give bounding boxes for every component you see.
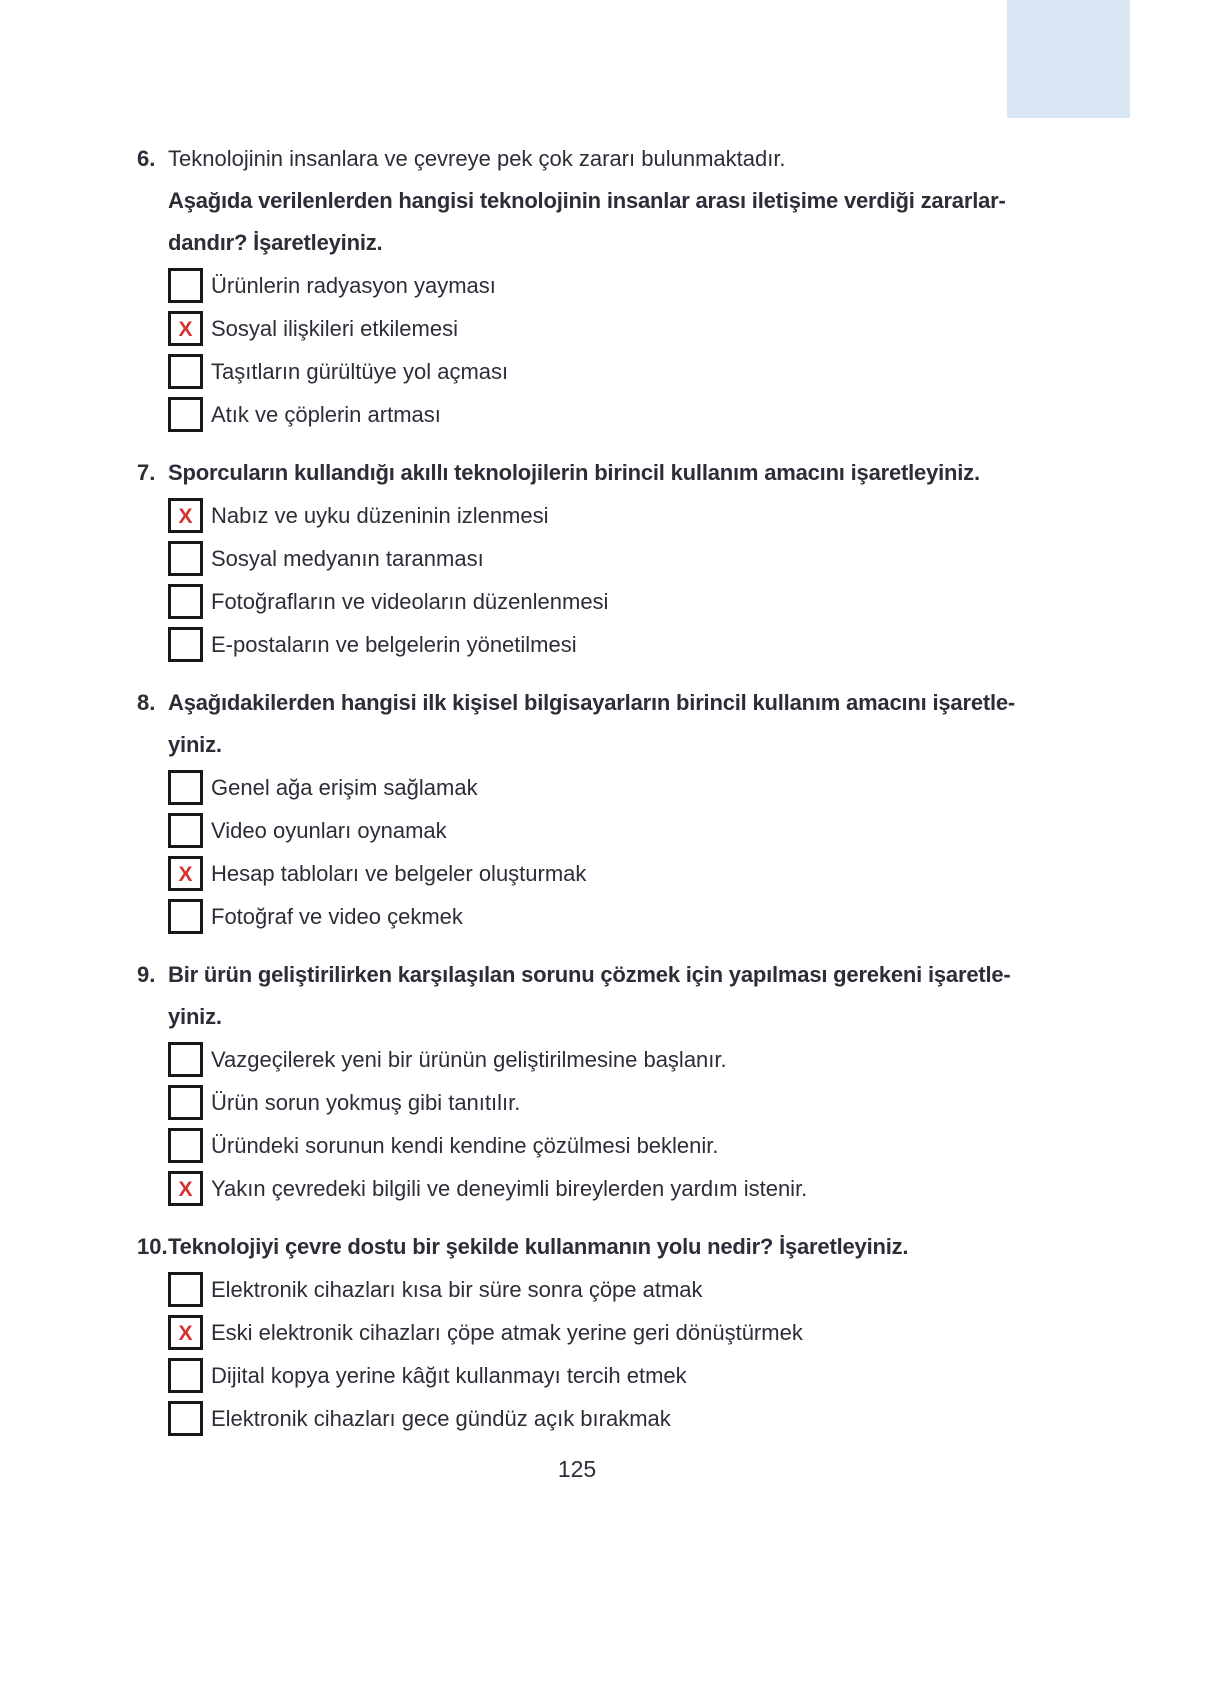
option-label: Genel ağa erişim sağlamak bbox=[211, 775, 478, 800]
option-row bbox=[168, 1315, 1057, 1350]
option-checkbox[interactable] bbox=[168, 899, 203, 934]
option-row bbox=[168, 498, 1057, 533]
option-checkbox[interactable] bbox=[168, 1085, 203, 1120]
option-row bbox=[168, 899, 1057, 934]
option-label: Elektronik cihazları kısa bir süre sonra çöpe atmak bbox=[211, 1277, 703, 1302]
question-prompt: Aşağıda verilenlerden hangisi teknolojinin insanlar arası iletişime verdiği zararlar- bbox=[168, 188, 1006, 213]
option-checkbox[interactable] bbox=[168, 1042, 203, 1077]
option-checkbox[interactable] bbox=[168, 1315, 203, 1350]
options-list bbox=[168, 1042, 1057, 1206]
option-row bbox=[168, 813, 1057, 848]
question-prompt-line bbox=[137, 1226, 1057, 1268]
page-content bbox=[137, 138, 1057, 1483]
question-prompt: Sporcuların kullandığı akıllı teknolojilerin birincil kullanım amacını işaretleyiniz. bbox=[168, 460, 980, 485]
question-number: 6. bbox=[137, 146, 156, 171]
option-row bbox=[168, 584, 1057, 619]
option-row bbox=[168, 627, 1057, 662]
option-checkbox[interactable] bbox=[168, 541, 203, 576]
question-block bbox=[137, 1226, 1057, 1436]
option-row bbox=[168, 268, 1057, 303]
option-label: Eski elektronik cihazları çöpe atmak yerine geri dönüştürmek bbox=[211, 1320, 803, 1345]
question-prompt: Teknolojiyi çevre dostu bir şekilde kullanmanın yolu nedir? İşaretleyiniz. bbox=[168, 1234, 909, 1259]
question-intro-line bbox=[137, 138, 1057, 180]
option-label: Atık ve çöplerin artması bbox=[211, 402, 441, 427]
option-checkbox[interactable] bbox=[168, 856, 203, 891]
x-mark-icon: X bbox=[178, 505, 193, 528]
option-checkbox[interactable] bbox=[168, 1272, 203, 1307]
option-label: Fotoğrafların ve videoların düzenlenmesi bbox=[211, 589, 609, 614]
x-mark-icon: X bbox=[178, 1178, 193, 1201]
option-row bbox=[168, 1272, 1057, 1307]
question-block bbox=[137, 452, 1057, 662]
questions bbox=[137, 138, 1057, 1436]
option-checkbox[interactable] bbox=[168, 1171, 203, 1206]
question-number: 7. bbox=[137, 460, 156, 485]
option-row bbox=[168, 1358, 1057, 1393]
option-label: Elektronik cihazları gece gündüz açık bırakmak bbox=[211, 1406, 671, 1431]
option-checkbox[interactable] bbox=[168, 1401, 203, 1436]
question-number: 9. bbox=[137, 962, 156, 987]
question-prompt: Bir ürün geliştirilirken karşılaşılan sorunu çözmek için yapılması gerekeni işaretle- bbox=[168, 962, 1011, 987]
x-mark-icon: X bbox=[178, 1322, 193, 1345]
option-label: Ürünlerin radyasyon yayması bbox=[211, 273, 496, 298]
option-row bbox=[168, 1085, 1057, 1120]
question-prompt: yiniz. bbox=[168, 1004, 222, 1029]
option-checkbox[interactable] bbox=[168, 627, 203, 662]
option-label: Ürün sorun yokmuş gibi tanıtılır. bbox=[211, 1090, 521, 1115]
options-list bbox=[168, 498, 1057, 662]
options-list bbox=[168, 770, 1057, 934]
question-block bbox=[137, 682, 1057, 934]
option-label: Hesap tabloları ve belgeler oluşturmak bbox=[211, 861, 587, 886]
question-prompt-line bbox=[137, 996, 1057, 1038]
question-prompt: yiniz. bbox=[168, 732, 222, 757]
question-block bbox=[137, 138, 1057, 432]
option-label: E-postaların ve belgelerin yönetilmesi bbox=[211, 632, 577, 657]
option-checkbox[interactable] bbox=[168, 1358, 203, 1393]
option-row bbox=[168, 541, 1057, 576]
option-label: Üründeki sorunun kendi kendine çözülmesi beklenir. bbox=[211, 1133, 719, 1158]
option-row bbox=[168, 770, 1057, 805]
option-checkbox[interactable] bbox=[168, 311, 203, 346]
option-label: Yakın çevredeki bilgili ve deneyimli bireylerden yardım istenir. bbox=[211, 1176, 808, 1201]
option-label: Dijital kopya yerine kâğıt kullanmayı tercih etmek bbox=[211, 1363, 687, 1388]
question-prompt-line bbox=[137, 452, 1057, 494]
option-checkbox[interactable] bbox=[168, 813, 203, 848]
option-checkbox[interactable] bbox=[168, 770, 203, 805]
x-mark-icon: X bbox=[178, 863, 193, 886]
option-row bbox=[168, 354, 1057, 389]
option-label: Fotoğraf ve video çekmek bbox=[211, 904, 463, 929]
option-checkbox[interactable] bbox=[168, 498, 203, 533]
corner-accent-rect bbox=[1007, 0, 1130, 118]
question-prompt-line bbox=[137, 724, 1057, 766]
option-row bbox=[168, 856, 1057, 891]
option-label: Taşıtların gürültüye yol açması bbox=[211, 359, 509, 384]
option-row bbox=[168, 1128, 1057, 1163]
question-number: 10. bbox=[137, 1234, 168, 1259]
option-label: Sosyal ilişkileri etkilemesi bbox=[211, 316, 458, 341]
page-number: 125 bbox=[557, 1456, 597, 1482]
question-intro: Teknolojinin insanlara ve çevreye pek çok zararı bulunmaktadır. bbox=[168, 146, 786, 171]
question-prompt-line bbox=[137, 954, 1057, 996]
question-prompt: dandır? İşaretleyiniz. bbox=[168, 230, 383, 255]
question-block bbox=[137, 954, 1057, 1206]
question-prompt-line bbox=[137, 222, 1057, 264]
options-list bbox=[168, 268, 1057, 432]
option-label: Sosyal medyanın taranması bbox=[211, 546, 484, 571]
option-row bbox=[168, 311, 1057, 346]
x-mark-icon: X bbox=[178, 318, 193, 341]
option-checkbox[interactable] bbox=[168, 268, 203, 303]
option-row bbox=[168, 397, 1057, 432]
options-list bbox=[168, 1272, 1057, 1436]
option-checkbox[interactable] bbox=[168, 354, 203, 389]
option-row bbox=[168, 1401, 1057, 1436]
option-label: Video oyunları oynamak bbox=[211, 818, 447, 843]
option-label: Nabız ve uyku düzeninin izlenmesi bbox=[211, 503, 549, 528]
question-number: 8. bbox=[137, 690, 156, 715]
question-prompt: Aşağıdakilerden hangisi ilk kişisel bilgisayarların birincil kullanım amacını işaretle- bbox=[168, 690, 1016, 715]
option-checkbox[interactable] bbox=[168, 1128, 203, 1163]
option-row bbox=[168, 1042, 1057, 1077]
option-checkbox[interactable] bbox=[168, 397, 203, 432]
option-label: Vazgeçilerek yeni bir ürünün geliştirilmesine başlanır. bbox=[211, 1047, 727, 1072]
option-row bbox=[168, 1171, 1057, 1206]
option-checkbox[interactable] bbox=[168, 584, 203, 619]
question-prompt-line bbox=[137, 682, 1057, 724]
question-prompt-line bbox=[137, 180, 1057, 222]
